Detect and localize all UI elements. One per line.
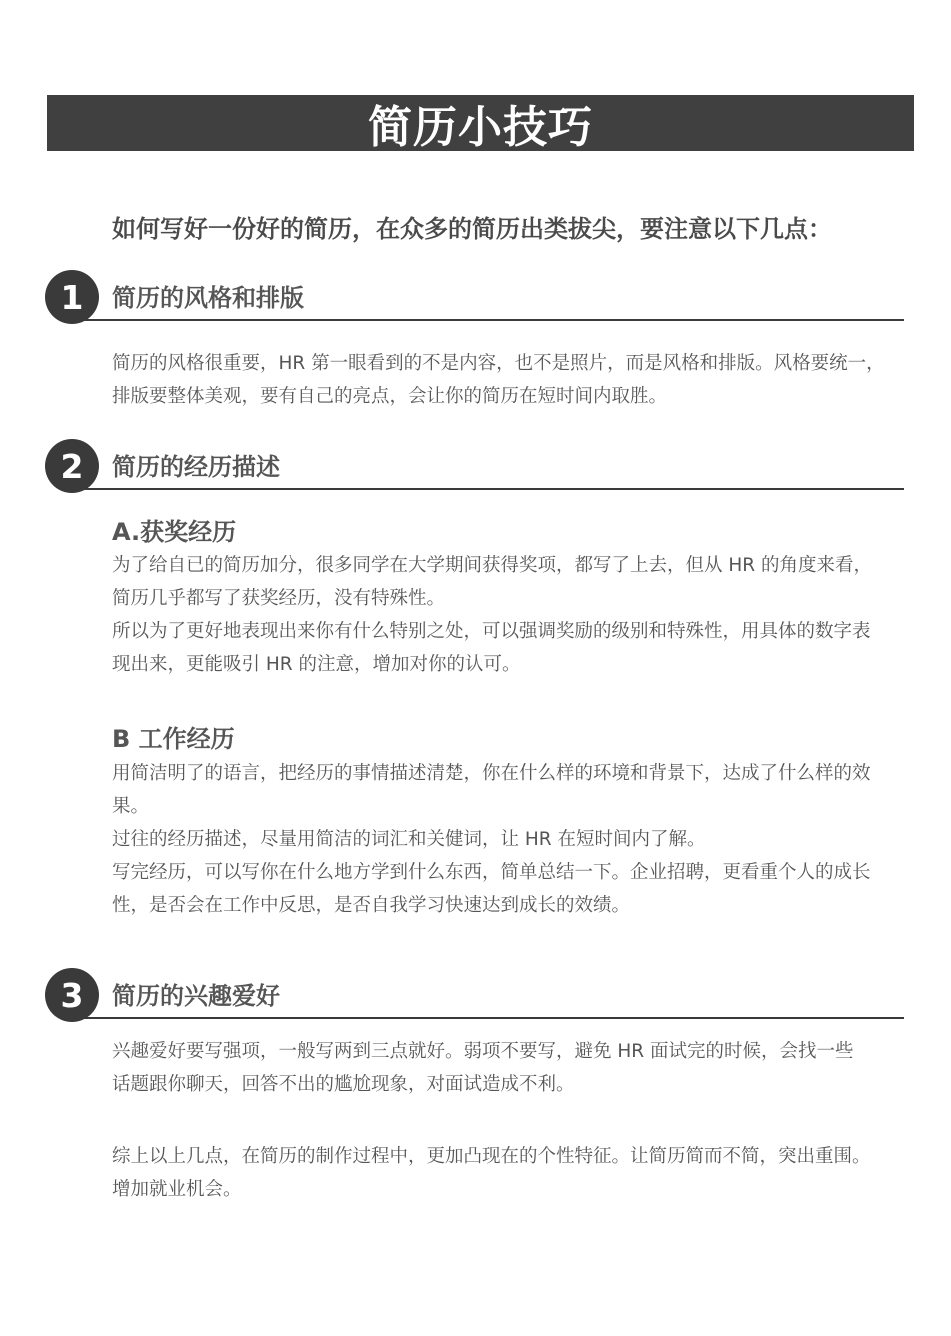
section-number-badge: 1 [45,270,99,324]
paragraph-line: 用简洁明了的语言，把经历的事情描述清楚，你在什么样的环境和背景下，达成了什么样的效 [112,763,871,784]
paragraph-line: 简历的风格很重要，HR 第一眼看到的不是内容，也不是照片，而是风格和排版。风格要统一， [112,353,885,374]
page-title: 简历小技巧 [368,102,593,153]
paragraph-line: 兴趣爱好要写强项，一般写两到三点就好。弱项不要写，避免 HR 面试完的时候，会找一些 [112,1041,854,1062]
section-number-badge: 2 [45,439,99,493]
paragraph-line: 排版要整体美观，要有自己的亮点，会让你的简历在短时间内取胜。 [112,386,668,407]
section-heading: 简历的兴趣爱好 [112,982,280,1010]
section-heading: 简历的经历描述 [112,453,280,481]
section-divider [72,488,904,490]
section-heading: 简历的风格和排版 [112,284,304,312]
section-divider [72,319,904,321]
subsection-work-body [112,757,902,922]
title-banner [47,95,914,151]
paragraph-line: 为了给自已的简历加分，很多同学在大学期间获得奖项，都写了上去，但从 HR 的角度来看， [112,555,873,576]
subsection-awards-body [112,549,902,681]
paragraph-line: 写完经历，可以写你在什么地方学到什么东西，简单总结一下。企业招聘，更看重个人的成长 [112,862,871,883]
subsection-heading-work: B 工作经历 [112,725,235,753]
section-3-header [45,968,904,1022]
paragraph-line: 果。 [112,796,150,817]
paragraph-line: 增加就业机会。 [112,1179,242,1200]
subsection-heading-awards: A.获奖经历 [112,518,237,546]
intro-text: 如何写好一份好的简历，在众多的简历出类拔尖，要注意以下几点： [112,215,832,243]
section-1-header [45,270,904,324]
conclusion-body [112,1140,902,1206]
paragraph-line: 所以为了更好地表现出来你有什么特别之处，可以强调奖励的级别和特殊性，用具体的数字表 [112,621,871,642]
paragraph-line: 过往的经历描述，尽量用简洁的词汇和关健词，让 HR 在短时间内了解。 [112,829,706,850]
paragraph-line: 话题跟你聊天，回答不出的尴尬现象，对面试造成不利。 [112,1074,575,1095]
section-2-header [45,439,904,493]
section-3-body [112,1035,902,1101]
section-divider [72,1017,904,1019]
paragraph-line: 综上以上几点，在简历的制作过程中，更加凸现在的个性特征。让简历简而不简，突出重围。 [112,1146,871,1167]
paragraph-line: 现出来，更能吸引 HR 的注意，增加对你的认可。 [112,654,521,675]
section-number-badge: 3 [45,968,99,1022]
section-1-body [112,347,902,413]
paragraph-line: 简历几乎都写了获奖经历，没有特殊性。 [112,588,446,609]
paragraph-line: 性，是否会在工作中反思，是否自我学习快速达到成长的效绩。 [112,895,631,916]
